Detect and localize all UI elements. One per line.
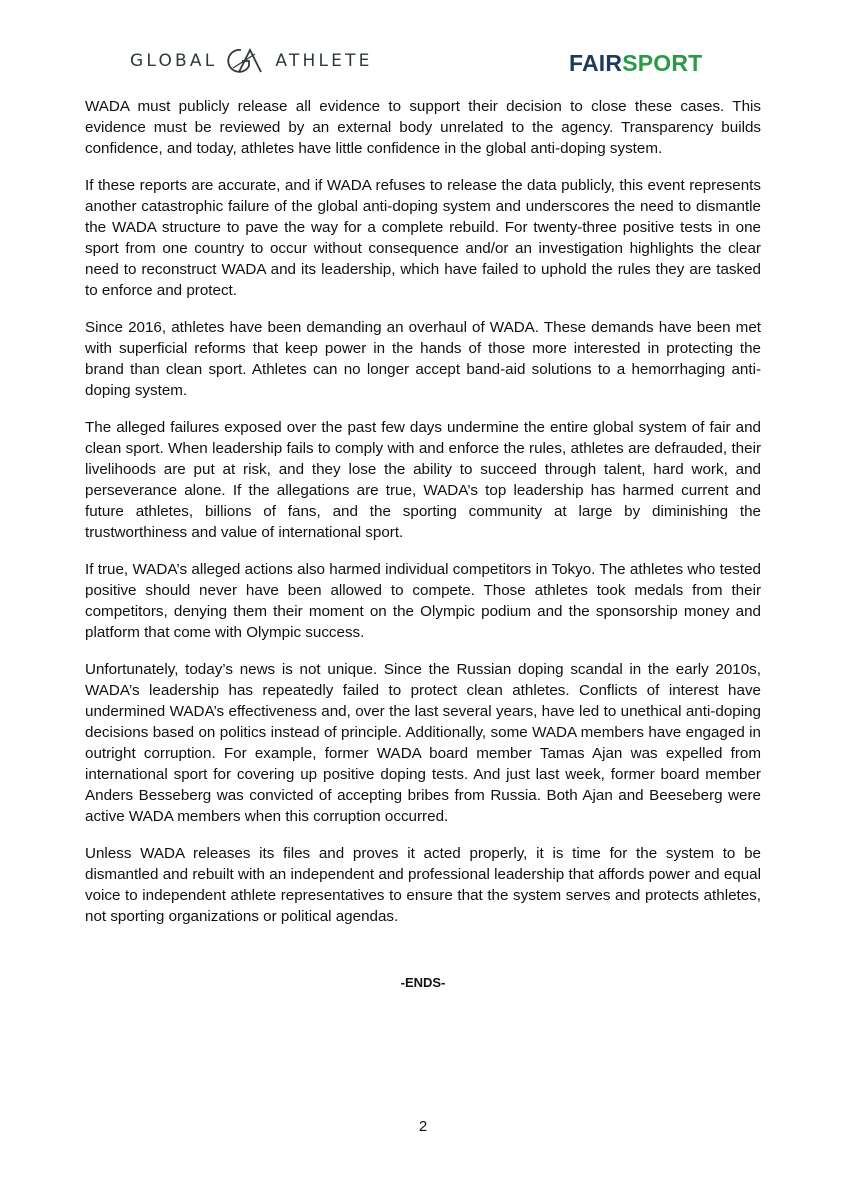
paragraph-6: Unfortunately, today’s news is not unique. Since the Russian doping scandal in the early 2010s, WADA’s leadership has repeatedly failed to protect clean athletes. Conflicts of interest have undermined WADA’s effectiveness and, over the last several years, have led to unethical anti-doping decisions based on politics instead of principle. Additionally, some WADA members have engaged in outright corruption. For example, former WADA board member Tamas Ajan was expelled from international sport for covering up positive doping tests. And just last week, former board member Anders Besseberg was convicted of accepting bribes from Russia. Both Ajan and Beeseberg were active WADA members when this corruption occurred. xyxy=(85,661,761,825)
paragraph-5: If true, WADA’s alleged actions also harmed individual competitors in Tokyo. The athletes who tested positive should never have been allowed to compete. Those athletes took medals from their competitors, denying them their moment on the Olympic podium and the sponsorship money and platform that come with Olympic success. xyxy=(85,561,761,641)
paragraph-7: Unless WADA releases its files and proves it acted properly, it is time for the system to be dismantled and rebuilt with an independent and professional leadership that affords power and equal voice to independent athlete representatives to ensure that the system serves and protects athletes, not sporting organizations or political agendas. xyxy=(85,845,761,925)
paragraph-1: WADA must publicly release all evidence to support their decision to close these cases. This evidence must be reviewed by an external body unrelated to the agency. Transparency builds confidence, and today, athletes have little confidence in the global anti-doping system. xyxy=(85,98,761,157)
fairsport-logo xyxy=(569,50,702,77)
ga-monogram-icon xyxy=(225,46,267,76)
page-number: 2 xyxy=(418,1118,428,1135)
page-header xyxy=(0,40,846,90)
paragraph-3: Since 2016, athletes have been demanding an overhaul of WADA. These demands have been met with superficial reforms that keep power in the hands of those more interested in protecting the brand than clean sport. Athletes can no longer accept band-aid solutions to a hemorrhaging anti-doping system. xyxy=(85,319,761,399)
global-athlete-logo-word1: GLOBAL xyxy=(130,51,218,71)
global-athlete-logo-word2: ATHLETE xyxy=(275,51,373,71)
ends-marker: -ENDS- xyxy=(400,975,446,990)
global-athlete-logo xyxy=(130,46,373,76)
fairsport-logo-part2: SPORT xyxy=(622,50,703,76)
paragraph-4: The alleged failures exposed over the past few days undermine the entire global system of fair and clean sport. When leadership fails to comply with and enforce the rules, athletes are defrauded, their livelihoods are put at risk, and they lose the ability to succeed through talent, hard work, and perseverance alone. If the allegations are true, WADA’s top leadership has harmed current and future athletes, billions of fans, and the sporting community at large by diminishing the trustworthiness and value of international sport. xyxy=(85,419,761,541)
paragraph-2: If these reports are accurate, and if WADA refuses to release the data publicly, this event represents another catastrophic failure of the global anti-doping system and underscores the need to dismantle the WADA structure to pave the way for a complete rebuild. For twenty-three positive tests in one sport from one country to occur without consequence and/or an investigation highlights the clear need to reconstruct WADA and its leadership, which have failed to uphold the rules they are tasked to enforce and protect. xyxy=(85,177,761,299)
document-body xyxy=(85,96,761,943)
fairsport-logo-part1: FAIR xyxy=(569,50,623,76)
